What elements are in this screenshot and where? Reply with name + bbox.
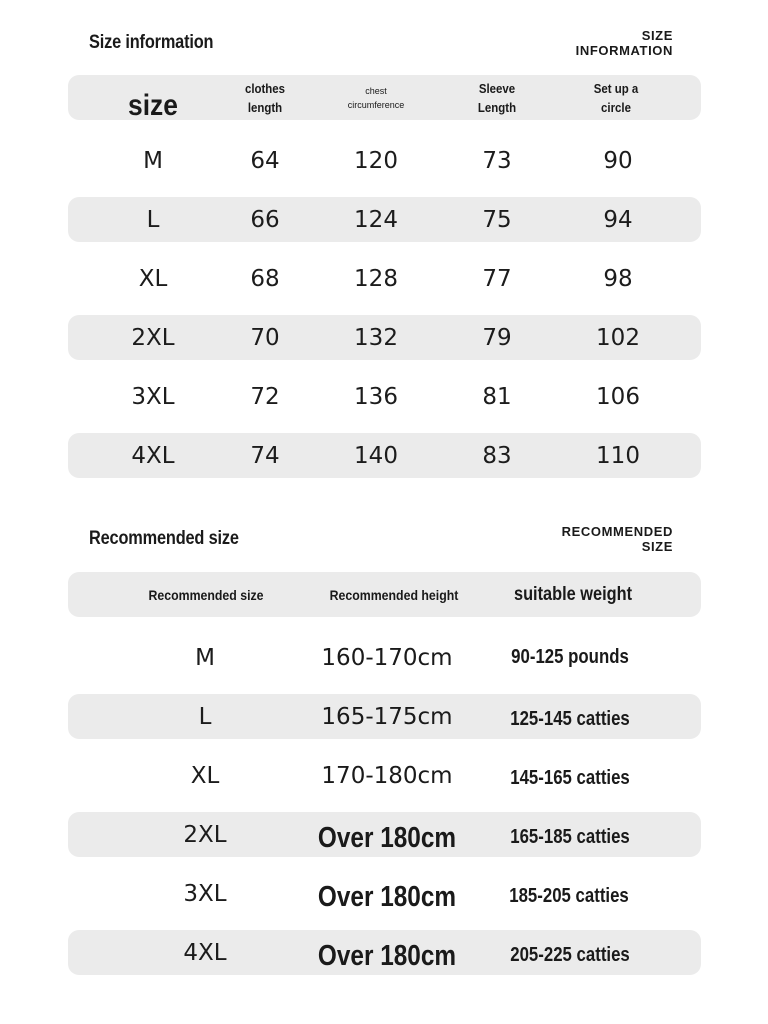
circle-header-line2: circle bbox=[601, 99, 631, 115]
sleeve-header-line2: Length bbox=[477, 99, 517, 115]
circle-cell: 90 bbox=[603, 147, 633, 174]
circle-header-line1: Set up a bbox=[593, 80, 639, 96]
length-cell: 68 bbox=[250, 265, 280, 292]
chest-cell: 136 bbox=[354, 383, 398, 410]
recommended-title-en-line2: SIZE bbox=[641, 539, 673, 554]
size-info-title: Size information bbox=[89, 32, 214, 53]
size-cell: 4XL bbox=[131, 442, 175, 469]
size-info-row bbox=[68, 315, 701, 360]
sleeve-cell: 77 bbox=[482, 265, 512, 292]
length-column-header bbox=[245, 75, 285, 120]
chest-cell: 140 bbox=[354, 442, 398, 469]
size-info-row bbox=[68, 374, 701, 419]
sleeve-cell: 79 bbox=[482, 324, 512, 351]
recommended-height-cell: Over 180cm bbox=[317, 881, 457, 913]
sleeve-cell: 73 bbox=[482, 147, 512, 174]
size-info-row bbox=[68, 138, 701, 183]
size-cell: 3XL bbox=[131, 383, 175, 410]
circle-cell: 98 bbox=[603, 265, 633, 292]
recommended-height-cell: 170-180cm bbox=[321, 762, 453, 789]
size-cell: M bbox=[143, 147, 163, 174]
length-header-line1: clothes bbox=[244, 80, 286, 96]
length-cell: 70 bbox=[250, 324, 280, 351]
recommended-size-cell: 2XL bbox=[183, 821, 227, 848]
circle-cell: 106 bbox=[596, 383, 640, 410]
length-cell: 64 bbox=[250, 147, 280, 174]
recommended-height-cell: 165-175cm bbox=[321, 703, 453, 730]
circle-column-header bbox=[594, 75, 639, 120]
recommended-title-en bbox=[562, 524, 673, 554]
chest-cell: 120 bbox=[354, 147, 398, 174]
chest-cell: 124 bbox=[354, 206, 398, 233]
recommended-height-column-header: Recommended height bbox=[329, 586, 459, 603]
chest-header-line2: circumference bbox=[347, 99, 405, 110]
chest-header-line1: chest bbox=[365, 85, 387, 96]
circle-cell: 94 bbox=[603, 206, 633, 233]
length-header-line2: length bbox=[247, 99, 283, 115]
recommended-row bbox=[68, 635, 701, 680]
recommended-row bbox=[68, 871, 701, 916]
sleeve-cell: 83 bbox=[482, 442, 512, 469]
suitable-weight-column-header: suitable weight bbox=[513, 583, 633, 605]
size-info-row bbox=[68, 197, 701, 242]
sleeve-column-header bbox=[478, 75, 516, 120]
sleeve-cell: 81 bbox=[482, 383, 512, 410]
suitable-weight-cell: 205-225 catties bbox=[510, 944, 630, 966]
recommended-size-cell: M bbox=[195, 644, 215, 671]
size-info-row bbox=[68, 433, 701, 478]
size-cell: 2XL bbox=[131, 324, 175, 351]
suitable-weight-cell: 165-185 catties bbox=[510, 826, 630, 848]
sleeve-cell: 75 bbox=[482, 206, 512, 233]
recommended-height-cell: Over 180cm bbox=[317, 822, 457, 854]
recommended-title: Recommended size bbox=[89, 528, 239, 549]
circle-cell: 102 bbox=[596, 324, 640, 351]
recommended-row bbox=[68, 930, 701, 975]
sleeve-header-line1: Sleeve bbox=[478, 80, 516, 96]
recommended-row bbox=[68, 753, 701, 798]
suitable-weight-cell: 185-205 catties bbox=[509, 885, 629, 907]
size-cell: L bbox=[146, 206, 160, 233]
size-info-title-en bbox=[576, 28, 673, 58]
recommended-size-cell: XL bbox=[190, 762, 220, 789]
circle-cell: 110 bbox=[596, 442, 640, 469]
recommended-size-cell: 3XL bbox=[183, 880, 227, 907]
suitable-weight-cell: 145-165 catties bbox=[510, 767, 630, 789]
suitable-weight-cell: 125-145 catties bbox=[510, 708, 630, 730]
size-info-title-en-line2: INFORMATION bbox=[575, 43, 673, 58]
suitable-weight-cell: 90-125 pounds bbox=[511, 646, 629, 668]
chest-column-header bbox=[348, 75, 405, 120]
length-cell: 74 bbox=[250, 442, 280, 469]
recommended-size-cell: 4XL bbox=[183, 939, 227, 966]
size-info-title-en-line1: SIZE bbox=[641, 28, 673, 43]
size-info-header-row bbox=[68, 75, 701, 120]
size-cell: XL bbox=[138, 265, 168, 292]
chest-cell: 132 bbox=[354, 324, 398, 351]
recommended-row bbox=[68, 812, 701, 857]
recommended-size-column-header: Recommended size bbox=[148, 586, 264, 603]
recommended-height-cell: 160-170cm bbox=[321, 644, 453, 671]
size-column-header: size bbox=[128, 88, 178, 122]
recommended-height-cell: Over 180cm bbox=[317, 940, 457, 972]
size-info-row bbox=[68, 256, 701, 301]
recommended-title-en-line1: RECOMMENDED bbox=[561, 524, 673, 539]
recommended-size-cell: L bbox=[198, 703, 212, 730]
chest-cell: 128 bbox=[354, 265, 398, 292]
length-cell: 72 bbox=[250, 383, 280, 410]
recommended-row bbox=[68, 694, 701, 739]
length-cell: 66 bbox=[250, 206, 280, 233]
recommended-header-row bbox=[68, 572, 701, 617]
